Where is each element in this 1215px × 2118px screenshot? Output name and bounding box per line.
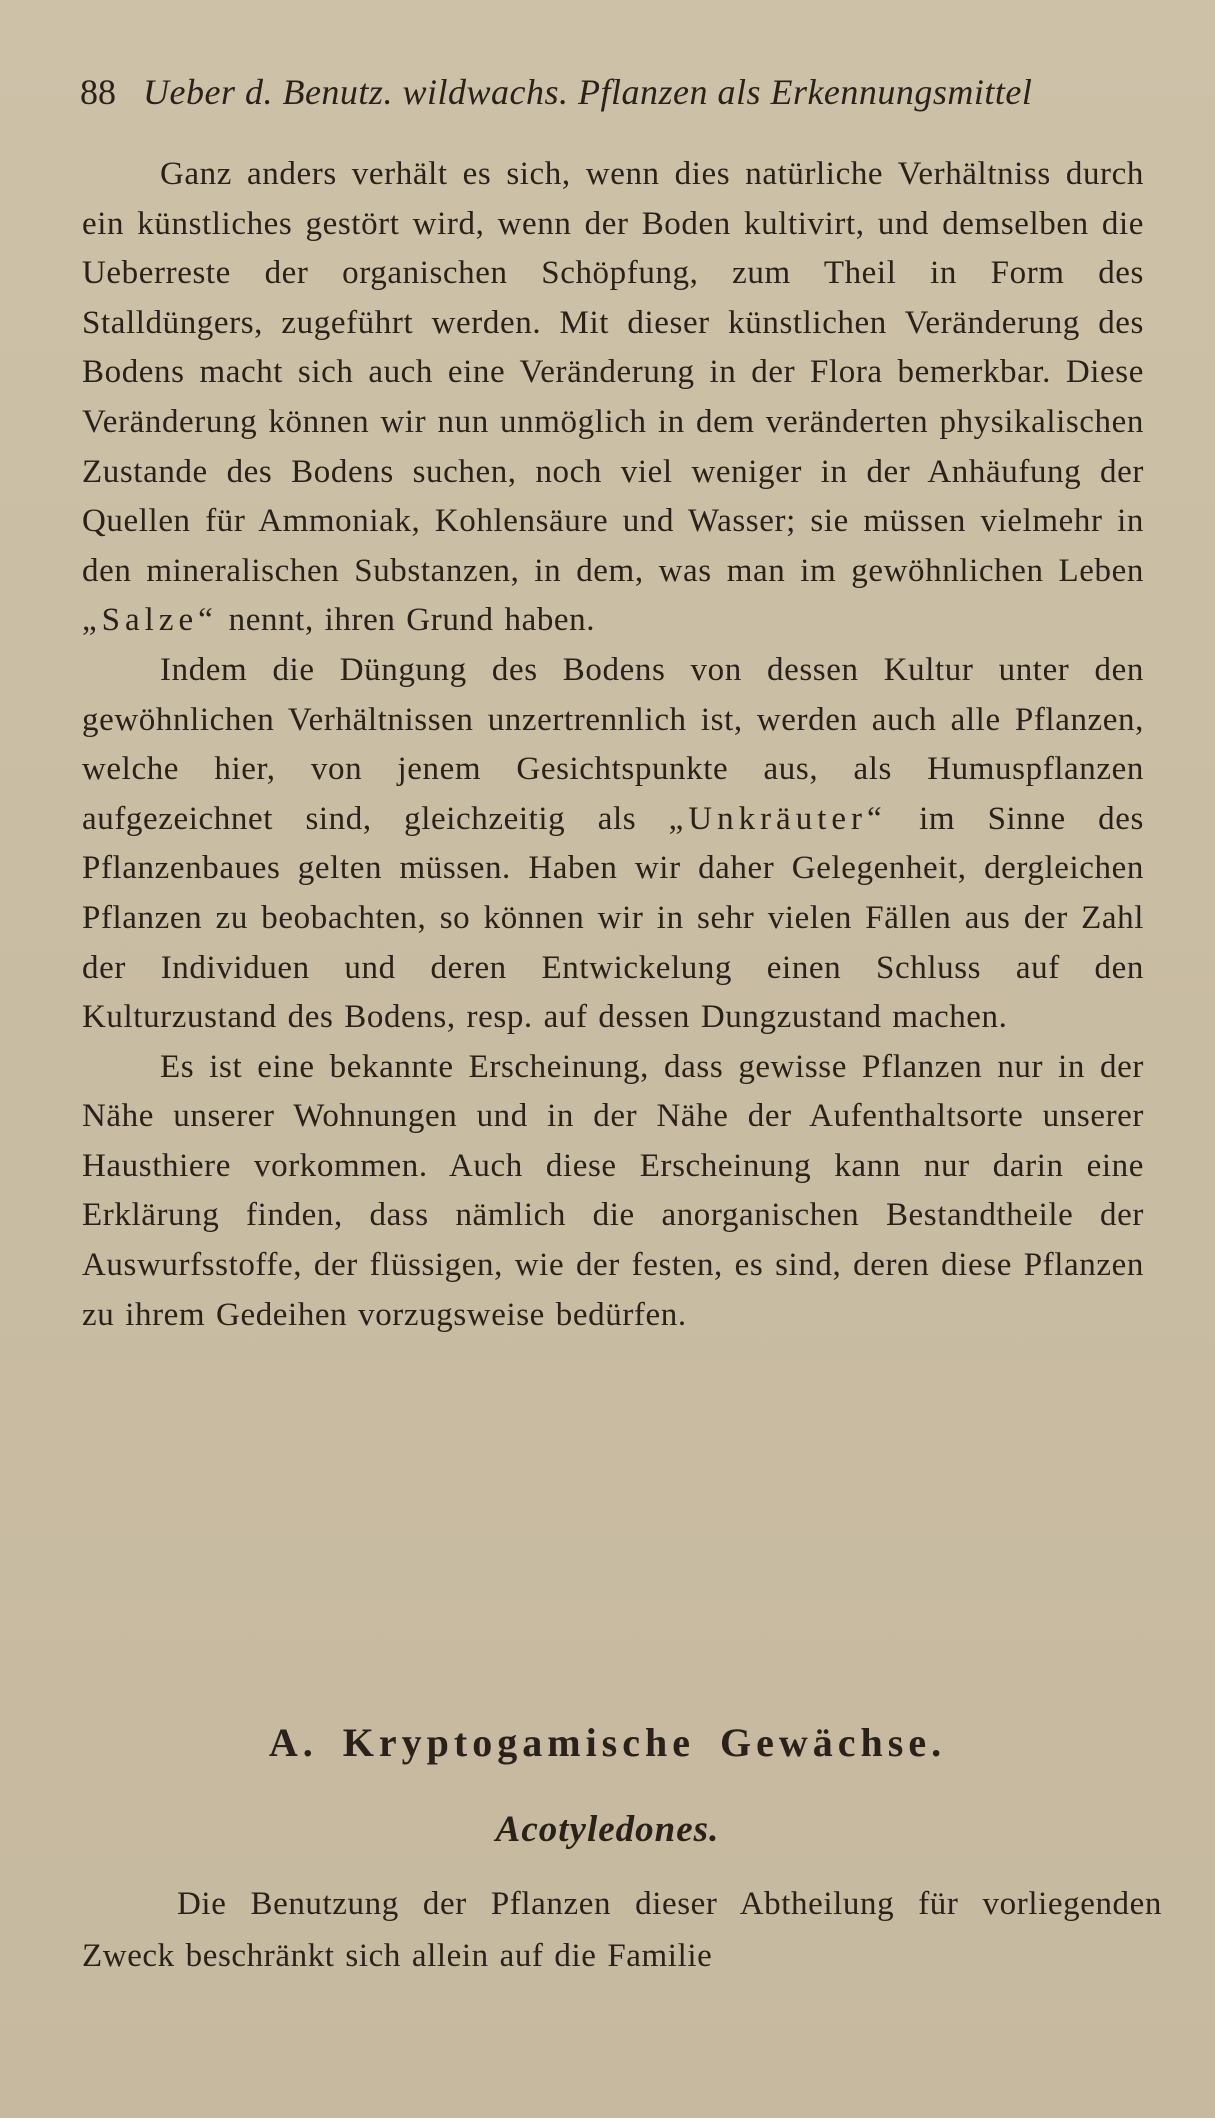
section-text: [82, 1878, 1162, 1982]
paragraph-1-end: nennt, ihren Grund haben.: [228, 602, 596, 639]
paragraph-4: Die Benutzung der Pflanzen dieser Abtheilung für vorliegenden Zweck beschränkt sich allein auf die Familie: [82, 1886, 1162, 1974]
running-head: [80, 70, 1140, 114]
paragraph-1-quote: „Salze“: [82, 602, 218, 639]
paragraph-3: Es ist eine bekannte Erscheinung, dass gewisse Pflanzen nur in der Nähe unserer Wohnungen und in der Nähe der Aufenthaltsorte unserer Hausthiere vorkommen. Auch diese Erscheinung kann nur darin eine Erklärung finden, dass nämlich die anorganischen Bestandtheile der Auswurfsstoffe, der flüssigen, wie der festen, es sind, deren diese Pflanzen zu ihrem Gedeihen vorzugsweise bedürfen.: [82, 1048, 1144, 1333]
paragraph-2-text: Indem die Düngung des Bodens von dessen Kultur unter den gewöhnlichen Verhältnissen unzertrennlich ist, werden auch alle Pflanzen, welche hier, von jenem Gesichtspunkte aus, als Humuspflanzen aufgezeichnet sind, gleichzeitig als: [82, 651, 1144, 837]
paragraph-2-end: im Sinne des Pflanzenbaues gelten müssen. Haben wir daher Gelegenheit, dergleichen Pflanzen zu beobachten, so können wir in sehr vielen Fällen aus der Zahl der Individuen und deren Entwickelung einen Schluss auf den Kulturzustand des Bodens, resp. auf dessen Dungzustand machen.: [82, 800, 1144, 1036]
section-subheading: Acotyledones.: [495, 1809, 720, 1850]
paragraph-2: [82, 646, 1144, 1043]
running-title: Ueber d. Benutz. wildwachs. Pflanzen als Erkennungsmittel: [143, 72, 1033, 112]
paragraph-1: [82, 150, 1144, 646]
section-heading: A. Kryptogamische Gewächse.: [268, 1720, 947, 1765]
body-text: [82, 150, 1144, 1340]
page-number: 88: [80, 72, 116, 112]
paragraph-2-quote: „Unkräuter“: [668, 800, 887, 837]
paragraph-1-text: Ganz anders verhält es sich, wenn dies natürliche Verhältniss durch ein künstliches gestört wird, wenn der Boden kultivirt, und demselben die Ueberreste der organischen Schöpfung, zum Theil in Form des Stalldüngers, zugeführt werden. Mit dieser künstlichen Veränderung des Bodens macht sich auch eine Veränderung in der Flora bemerkbar. Diese Veränderung können wir nun unmöglich in dem veränderten physikalischen Zustande des Bodens suchen, noch viel weniger in der Anhäufung der Quellen für Ammoniak, Kohlensäure und Wasser; sie müssen vielmehr in den mineralischen Substanzen, in dem, was man im gewöhnlichen Leben: [82, 156, 1144, 589]
